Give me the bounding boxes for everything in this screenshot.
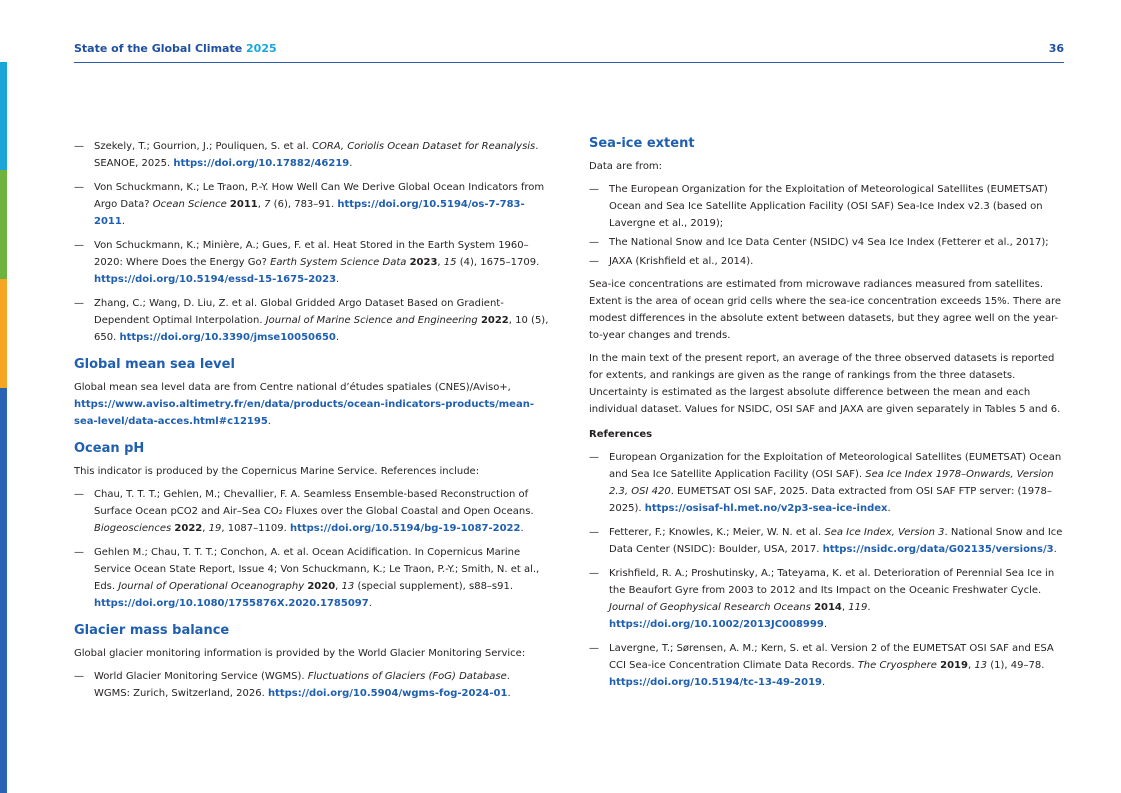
reference-item — [589, 640, 1064, 691]
reference-item — [74, 237, 549, 288]
list-dash: — — [74, 489, 84, 500]
sea-ice-paragraph-1: Sea-ice concentrations are estimated from microwave radiances measured from satellites. Extent is the area of ocean grid cells where the sea-ice concentration exceeds 15%. There are modest differences in the absolute extent between datasets, but they agree well on the year-to-year changes and trends. — [589, 279, 1062, 341]
section-heading-sea-level: Global mean sea level — [74, 357, 235, 372]
reference-item — [589, 565, 1064, 633]
ref-title: Fluctuations of Glaciers (FoG) Database — [307, 671, 507, 682]
ref-link[interactable]: https://doi.org/10.17882/46219 — [173, 158, 350, 169]
ref-text: , — [841, 602, 849, 613]
section-heading-sea-ice: Sea-ice extent — [589, 136, 695, 151]
ref-volume: 13 — [974, 660, 988, 671]
reference-item — [74, 486, 549, 537]
list-dash: — — [589, 237, 599, 248]
side-color-bar-3 — [0, 279, 7, 388]
reference-item — [74, 138, 549, 172]
glacier-paragraph: Global glacier monitoring information is provided by the World Glacier Monitoring Service: — [74, 648, 526, 659]
ref-link[interactable]: https://doi.org/10.5194/bg-19-1087-2022 — [289, 523, 521, 534]
ref-link[interactable]: https://doi.org/10.1080/1755876X.2020.1785097 — [94, 598, 369, 609]
list-dash: — — [74, 298, 84, 309]
ref-text: Chau, T. T. T.; Gehlen, M.; Chevallier, F. A. Seamless Ensemble-based Reconstruction of Surface Ocean pCO2 and Air–Sea CO₂ Fluxes over the Global Coastal and Open Oceans. — [94, 489, 534, 517]
ref-volume: 119 — [848, 602, 868, 613]
sea-ice-paragraph-2: In the main text of the present report, an average of the three observed datasets is reported for extents, and rankings are given as the range of rankings from the three datasets. Uncertainty is estimated as the largest absolute difference between the mean and each individual dataset. Values for NSIDC, OSI SAF and JAXA are given separately in Tables 5 and 6. — [589, 353, 1061, 415]
ref-text: (6), 783–91. — [270, 199, 338, 210]
ref-text: Lavergne, T.; Sørensen, A. M.; Kern, S. et al. Version 2 of the EUMETSAT OSI SAF and ESA CCI Sea-ice Concentration Climate Data Records. — [609, 643, 1054, 671]
side-color-bar-4 — [0, 388, 7, 793]
sea-ice-reference-list — [589, 449, 1064, 691]
ref-end: . — [335, 332, 340, 343]
ref-year: 2011 — [229, 199, 258, 210]
glacier-reference-list — [74, 668, 549, 702]
ref-text: . SEANOE, 2025. — [94, 141, 539, 169]
ref-year: 2014 — [814, 602, 842, 613]
ref-end: . — [336, 274, 340, 285]
list-dash: — — [589, 568, 599, 579]
report-title — [74, 42, 277, 55]
ref-volume: 13 — [341, 581, 355, 592]
ref-end: . — [520, 523, 524, 534]
ref-year: 2022 — [174, 523, 203, 534]
list-dash: — — [74, 240, 84, 251]
ref-text: (special supplement), s88–s91. — [354, 581, 514, 592]
ref-end: . — [121, 216, 126, 227]
ref-text: Von Schuckmann, K.; Le Traon, P.-Y. How Well Can We Derive Global Ocean Indicators from Argo Data? — [94, 182, 545, 210]
ref-link[interactable]: https://doi.org/10.5194/os-7-783-2011 — [94, 199, 525, 227]
source-item — [589, 181, 1064, 232]
side-color-bar-2 — [0, 170, 7, 279]
ref-link[interactable]: https://osisaf-hl.met.no/v2p3-sea-ice-index — [644, 503, 888, 514]
sea-ice-intro: Data are from: — [589, 161, 663, 172]
ref-end: . — [821, 677, 826, 688]
ref-journal: Journal of Marine Science and Engineering — [265, 315, 478, 326]
ref-volume: 19 — [208, 523, 222, 534]
ref-text: Szekely, T.; Gourrion, J.; Pouliquen, S. et al. C — [94, 141, 319, 152]
ref-text: , 1087–1109. — [221, 523, 290, 534]
report-year: 2025 — [246, 42, 277, 55]
ref-link[interactable]: https://doi.org/10.5904/wgms-fog-2024-01 — [267, 688, 508, 699]
ref-end: . — [887, 503, 891, 514]
ocean-ph-reference-list — [74, 486, 549, 612]
ref-link[interactable]: https://doi.org/10.5194/essd-15-1675-2023 — [94, 274, 337, 285]
section-heading-glacier: Glacier mass balance — [74, 623, 230, 638]
ref-volume: 15 — [443, 257, 457, 268]
page-header — [74, 42, 1064, 63]
ref-year: 2022 — [480, 315, 509, 326]
sea-ice-source-list — [589, 181, 1064, 270]
list-dash: — — [74, 671, 84, 682]
side-color-bar-1 — [0, 62, 7, 170]
ref-end: . — [507, 688, 511, 699]
ref-text: Gehlen M.; Chau, T. T. T.; Conchon, A. et al. Ocean Acidification. In Copernicus Marine Service Ocean State Report, Issue 4; Von Schuckmann, K.; Le Traon, P.-Y.; Smith, N. et al., Eds. — [94, 547, 540, 592]
ref-year: 2023 — [409, 257, 438, 268]
ref-text: , 10 (5), 650. — [94, 315, 549, 343]
source-text: JAXA (Krishfield et al., 2014). — [609, 256, 754, 267]
ref-journal: Ocean Science — [152, 199, 227, 210]
ref-link[interactable]: https://doi.org/10.5194/tc-13-49-2019 — [609, 677, 822, 688]
ref-journal: Journal of Geophysical Research Oceans — [609, 602, 811, 613]
ref-end: . — [368, 598, 372, 609]
reference-item — [589, 449, 1064, 517]
ref-journal: Earth System Science Data — [270, 257, 407, 268]
ref-text: , — [967, 660, 975, 671]
ref-text: , — [335, 581, 342, 592]
ocean-heat-reference-list — [74, 138, 549, 346]
reference-item — [74, 668, 549, 702]
ref-text: Zhang, C.; Wang, D. Liu, Z. et al. Global Gridded Argo Dataset Based on Gradient-Dependent Optimal Interpolation. — [94, 298, 504, 326]
ref-year: 2019 — [940, 660, 968, 671]
paragraph-text: Global mean sea level data are from Centre national d’études spatiales (CNES)/Aviso+, — [74, 382, 511, 393]
ref-text: , — [202, 523, 209, 534]
paragraph-end: . — [267, 416, 271, 427]
list-dash: — — [589, 643, 599, 654]
ref-text: Krishfield, R. A.; Proshutinsky, A.; Tateyama, K. et al. Deterioration of Perennial Sea Ice in the Beaufort Gyre from 2003 to 2012 and Its Impact on the Oceanic Freshwater Cycle. — [609, 568, 1055, 596]
page-number: 36 — [1048, 42, 1064, 55]
ref-title: ORA, Coriolis Ocean Dataset for Reanalysis — [318, 141, 536, 152]
aviso-link[interactable]: https://www.aviso.altimetry.fr/en/data/products/ocean-indicators-products/mean-sea-level/data-acces.html#c12195 — [74, 399, 534, 427]
ref-text: European Organization for the Exploitation of Meteorological Satellites (EUMETSAT) Ocean and Sea Ice Satellite Application Facility (OSI SAF). — [609, 452, 1062, 480]
left-column — [74, 138, 549, 709]
source-text: The National Snow and Ice Data Center (NSIDC) v4 Sea Ice Index (Fetterer et al., 2017); — [609, 237, 1049, 248]
ref-title: Sea Ice Index, Version 3 — [824, 527, 945, 538]
ref-text: . EUMETSAT OSI SAF, 2025. Data extracted from OSI SAF FTP server: (1978–2025). — [609, 486, 1052, 514]
ref-link[interactable]: https://doi.org/10.3390/jmse10050650 — [119, 332, 336, 343]
references-heading: References — [589, 429, 653, 440]
ref-text: (1), 49–78. — [987, 660, 1045, 671]
ref-text: . — [867, 602, 871, 613]
ocean-ph-paragraph: This indicator is produced by the Copernicus Marine Service. References include: — [74, 466, 480, 477]
ref-volume: 7 — [264, 199, 271, 210]
ref-text: World Glacier Monitoring Service (WGMS). — [94, 671, 308, 682]
ref-journal: Biogeosciences — [94, 523, 172, 534]
list-dash: — — [74, 547, 84, 558]
section-heading-ocean-ph: Ocean pH — [74, 441, 145, 456]
ref-text: , — [437, 257, 444, 268]
ref-year: 2020 — [307, 581, 336, 592]
list-dash: — — [74, 182, 84, 193]
source-text: The European Organization for the Exploitation of Meteorological Satellites (EUMETSAT) Ocean and Sea Ice Satellite Application Facility (OSI SAF) Sea-Ice Index v2.3 (based on Lavergne et al., 2019); — [609, 184, 1048, 229]
ref-journal: Journal of Operational Oceanography — [118, 581, 305, 592]
ref-text: , — [257, 199, 265, 210]
sea-level-paragraph — [74, 379, 549, 430]
report-title-text: State of the Global Climate — [74, 42, 243, 55]
reference-item — [74, 295, 549, 346]
ref-link[interactable]: https://doi.org/10.1002/2013JC008999 — [609, 619, 824, 630]
ref-end: . — [349, 158, 353, 169]
ref-text: . National Snow and Ice Data Center (NSIDC): Boulder, USA, 2017. — [609, 527, 1063, 555]
right-column — [589, 138, 1064, 698]
list-dash: — — [589, 184, 599, 195]
reference-item — [589, 524, 1064, 558]
list-dash: — — [589, 527, 599, 538]
list-dash: — — [589, 256, 599, 267]
source-item — [589, 234, 1064, 251]
ref-link[interactable]: https://nsidc.org/data/G02135/versions/3 — [822, 544, 1054, 555]
reference-item — [74, 544, 549, 612]
ref-end: . — [1053, 544, 1057, 555]
reference-item — [74, 179, 549, 230]
list-dash: — — [589, 452, 599, 463]
list-dash: — — [74, 141, 84, 152]
ref-end: . — [823, 619, 827, 630]
source-item — [589, 253, 1064, 270]
ref-journal: The Cryosphere — [857, 660, 937, 671]
ref-text: (4), 1675–1709. — [456, 257, 540, 268]
ref-text: . WGMS: Zurich, Switzerland, 2026. — [94, 671, 510, 699]
ref-text: Fetterer, F.; Knowles, K.; Meier, W. N. et al. — [609, 527, 825, 538]
ref-title: Sea Ice Index 1978–Onwards, Version 2.3, OSI 420 — [609, 469, 1054, 497]
ref-text: Von Schuckmann, K.; Minière, A.; Gues, F. et al. Heat Stored in the Earth System 1960–2020: Where Does the Energy Go? — [94, 240, 529, 268]
